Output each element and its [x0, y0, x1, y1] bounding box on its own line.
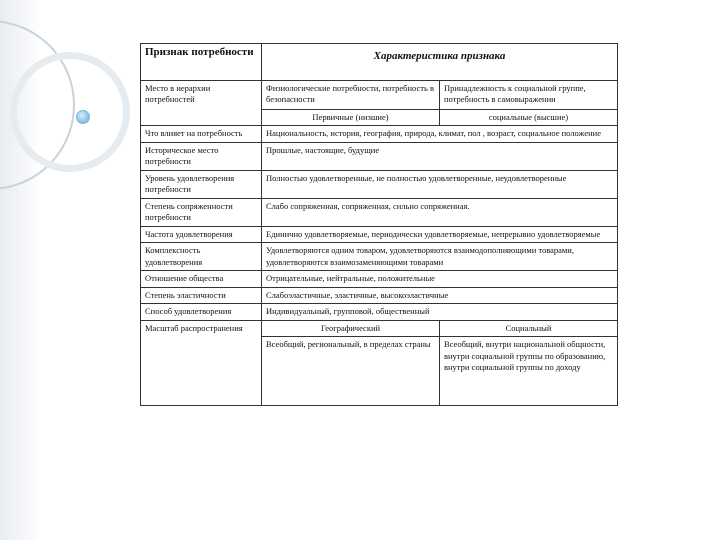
row-label: Место в иерархии потребностей — [141, 81, 262, 126]
row-value: Прошлые, настоящие, будущие — [262, 142, 618, 170]
table-row-hierarchy — [141, 81, 618, 126]
hierarchy-right-text: Принадлежность к социальной группе, потребность в самовыражении — [440, 81, 618, 110]
row-label: Что влияет на потребность — [141, 126, 262, 142]
row-value: Слабоэластичные, эластичные, высокоэластичные — [262, 287, 618, 303]
table-header-row — [141, 44, 618, 81]
row-label: Способ удовлетворения — [141, 304, 262, 320]
row-value: Единично удовлетворяемые, периодически удовлетворяемые, непрерывно удовлетворяемые — [262, 226, 618, 242]
row-label: Частота удовлетворения — [141, 226, 262, 242]
table-row — [141, 287, 618, 303]
row-label: Комплексность удовлетворения — [141, 243, 262, 271]
scale-right-head: Социальный — [440, 321, 618, 337]
row-value: Отрицательные, нейтральные, положительные — [262, 271, 618, 287]
needs-characteristics-table — [140, 43, 618, 406]
row-label: Историческое место потребности — [141, 142, 262, 170]
hierarchy-left-text: Физиологические потребности, потребность в безопасности — [262, 81, 440, 110]
scale-subtable — [262, 321, 617, 405]
row-label: Степень сопряженности потребности — [141, 198, 262, 226]
row-label: Масштаб распространения — [141, 320, 262, 405]
row-label: Отношение общества — [141, 271, 262, 287]
table-row-scale — [141, 320, 618, 405]
row-value: Полностью удовлетворенные, не полностью удовлетворенные, неудовлетворенные — [262, 170, 618, 198]
hierarchy-left-sub: Первичные (низшие) — [262, 110, 440, 126]
scale-left-text: Всеобщий, региональный, в пределах страны — [262, 337, 440, 406]
row-label: Уровень удовлетворения потребности — [141, 170, 262, 198]
header-characteristic: Характеристика признака — [262, 44, 618, 81]
table-row — [141, 243, 618, 271]
table-row — [141, 198, 618, 226]
scale-split-cell — [262, 320, 618, 405]
decorative-arc-small — [10, 52, 130, 172]
header-feature: Признак потребности — [141, 44, 262, 81]
row-value: Слабо сопряженная, сопряженная, сильно сопряженная. — [262, 198, 618, 226]
row-value: Удовлетворяются одним товаром, удовлетворяются взаимодополняющими товарами, удовлетворяются взаимозаменяющими товарами — [262, 243, 618, 271]
decorative-dot — [76, 110, 90, 124]
row-value: Индивидуальный, групповой, общественный — [262, 304, 618, 320]
table-row — [141, 304, 618, 320]
hierarchy-right-sub: социальные (высшие) — [488, 112, 569, 122]
row-label: Степень эластичности — [141, 287, 262, 303]
table-row — [141, 126, 618, 142]
table-row — [141, 226, 618, 242]
table-row — [141, 170, 618, 198]
table-row — [141, 142, 618, 170]
row-value: Национальность, история, география, природа, климат, пол , возраст, социальное положение — [262, 126, 618, 142]
scale-right-text: Всеобщий, внутри национальной общности, внутри социальной группы по образованию, внутри социальной группы по доходу — [444, 339, 606, 372]
hierarchy-split-cell — [262, 81, 618, 126]
table-row — [141, 271, 618, 287]
scale-left-head: Географический — [262, 321, 440, 337]
hierarchy-subtable — [262, 81, 617, 125]
